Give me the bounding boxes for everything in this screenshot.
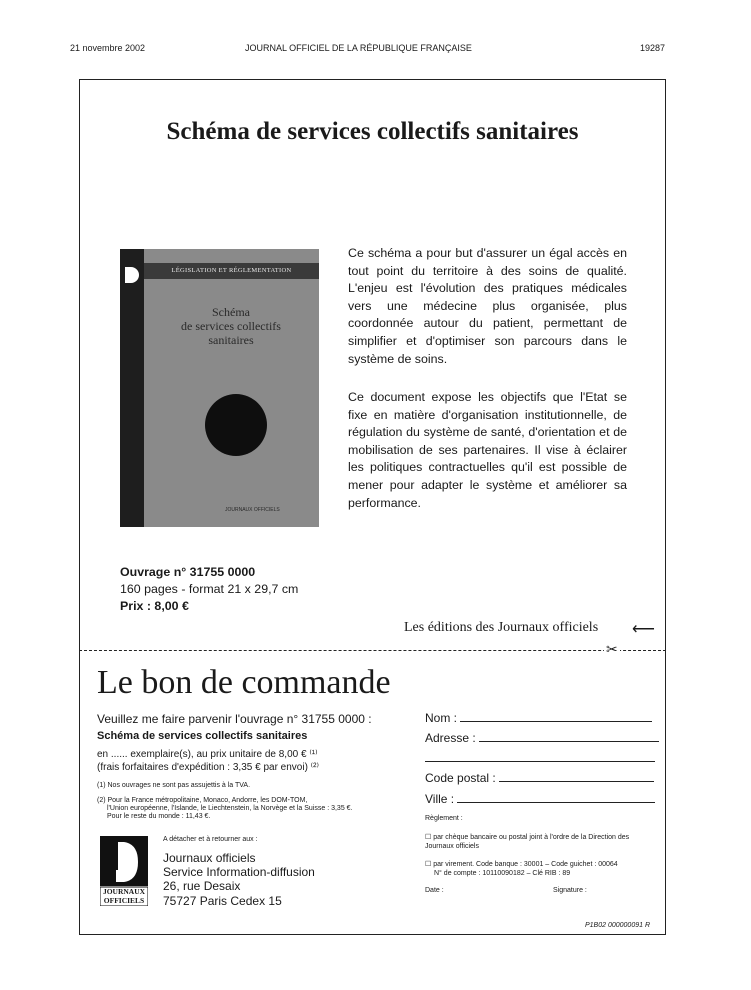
description-paragraph-2: Ce document expose les objectifs que l'Etat se fixe en matière d'organisation institutionnelle, de régulation du système de santé, d'orientation et de mobilisation de ses partenaires. Il vise à éclairer les politiques contractuelles qu'il est possible de mener pour adapter le système et améliorer sa performance. xyxy=(348,390,627,510)
order-form-title: Le bon de commande xyxy=(97,664,391,701)
code-postal-label: Code postal : xyxy=(425,771,496,785)
logo-text xyxy=(100,888,148,905)
address-line: Service Information-diffusion xyxy=(163,865,315,880)
detach-label: A détacher et à retourner aux : xyxy=(163,836,258,843)
adresse-input[interactable] xyxy=(479,741,659,742)
ville-label: Ville : xyxy=(425,792,455,806)
address-line: 26, rue Desaix xyxy=(163,879,241,894)
product-reference: Ouvrage n° 31755 0000 xyxy=(120,565,256,579)
payment-cheque-option[interactable] xyxy=(425,834,645,851)
cover-title-line: sanitaires xyxy=(208,333,254,347)
scissors-icon: ✂ xyxy=(606,641,618,657)
payment-virement-option[interactable] xyxy=(425,861,655,878)
date-label[interactable]: Date : xyxy=(425,887,444,894)
footnote-2-line: (2) Pour la France métropolitaine, Monaco, Andorre, les DOM-TOM, xyxy=(97,797,308,804)
code-postal-field[interactable] xyxy=(425,771,654,785)
nom-field[interactable] xyxy=(425,711,652,725)
ville-input[interactable] xyxy=(457,802,655,803)
signature-label[interactable]: Signature : xyxy=(553,887,587,894)
product-price: Prix : 8,00 € xyxy=(120,599,189,613)
code-postal-input[interactable] xyxy=(499,781,654,782)
nom-label: Nom : xyxy=(425,711,458,725)
cover-circle-graphic xyxy=(205,394,267,456)
book-cover-image xyxy=(120,249,319,527)
header-journal: JOURNAL OFFICIEL DE LA RÉPUBLIQUE FRANÇAISE xyxy=(245,43,472,53)
reglement-label: Règlement : xyxy=(425,815,463,822)
cover-spine xyxy=(120,249,144,527)
header-page-number: 19287 xyxy=(640,43,666,53)
virement-label: par virement. Code banque : 30001 – Code guichet : 00064 xyxy=(433,861,618,868)
product-format: 160 pages - format 21 x 29,7 cm xyxy=(120,582,299,596)
ville-field[interactable] xyxy=(425,792,655,806)
cheque-checkbox[interactable]: ☐ xyxy=(425,834,432,841)
return-address xyxy=(163,851,315,908)
footnote-2-line: Pour le reste du monde : 11,43 €. xyxy=(107,813,211,820)
cover-footer: JOURNAUX OFFICIELS xyxy=(225,507,280,513)
footnote-1: (1) Nos ouvrages ne sont pas assujettis à la TVA. xyxy=(97,782,251,789)
logo-text-line: JOURNAUX xyxy=(102,887,146,896)
page-title: Schéma de services collectifs sanitaires xyxy=(166,118,579,145)
document-code: P1B02 000000091 R xyxy=(585,922,650,929)
arrow-left-icon: ⟵ xyxy=(632,621,655,638)
virement-account: N° de compte : 10110090182 – Clé RIB : 89 xyxy=(434,869,571,877)
logo-text-line: OFFICIELS xyxy=(103,895,145,905)
adresse-field[interactable] xyxy=(425,731,659,745)
journaux-officiels-logo xyxy=(100,836,148,906)
adresse-input-line-2[interactable] xyxy=(425,761,655,762)
description-paragraph-1: Ce schéma a pour but d'assurer un égal accès en tout point du territoire à des soins de qualité. L'enjeu est l'évolution des pratiques médicales vers une médecine plus organisée, plus coordonnée autour du patient, permettant de simplifier et d'optimiser son parcours dans le système de soins. xyxy=(348,246,627,366)
cut-line xyxy=(79,650,666,651)
virement-checkbox[interactable]: ☐ xyxy=(425,861,432,868)
nom-input[interactable] xyxy=(460,721,652,722)
order-book-title: Schéma de services collectifs sanitaires xyxy=(97,730,308,742)
cheque-label: par chèque bancaire ou postal joint à l'ordre de la Direction des Journaux officiels xyxy=(425,834,630,850)
order-shipping-line: (frais forfaitaires d'expédition : 3,35 € par envoi) ⁽²⁾ xyxy=(97,762,319,773)
cover-title-line: Schéma xyxy=(212,305,250,319)
publisher-label: Les éditions des Journaux officiels xyxy=(404,620,599,635)
cover-title xyxy=(156,305,306,347)
cover-title-line: de services collectifs xyxy=(181,319,281,333)
adresse-label: Adresse : xyxy=(425,731,476,745)
footnote-2-line: l'Union européenne, l'Islande, le Liechtenstein, la Norvège et la Suisse : 3,35 €. xyxy=(107,805,353,812)
header-date: 21 novembre 2002 xyxy=(70,43,146,53)
cover-banner: LÉGISLATION ET RÉGLEMENTATION xyxy=(144,263,319,279)
order-quantity-line[interactable]: en ...... exemplaire(s), au prix unitaire de 8,00 € ⁽¹⁾ xyxy=(97,749,318,760)
address-line: 75727 Paris Cedex 15 xyxy=(163,893,282,908)
product-info xyxy=(120,564,298,615)
address-line: Journaux officiels xyxy=(163,851,256,865)
order-request: Veuillez me faire parvenir l'ouvrage n° 31755 0000 : xyxy=(97,712,372,726)
